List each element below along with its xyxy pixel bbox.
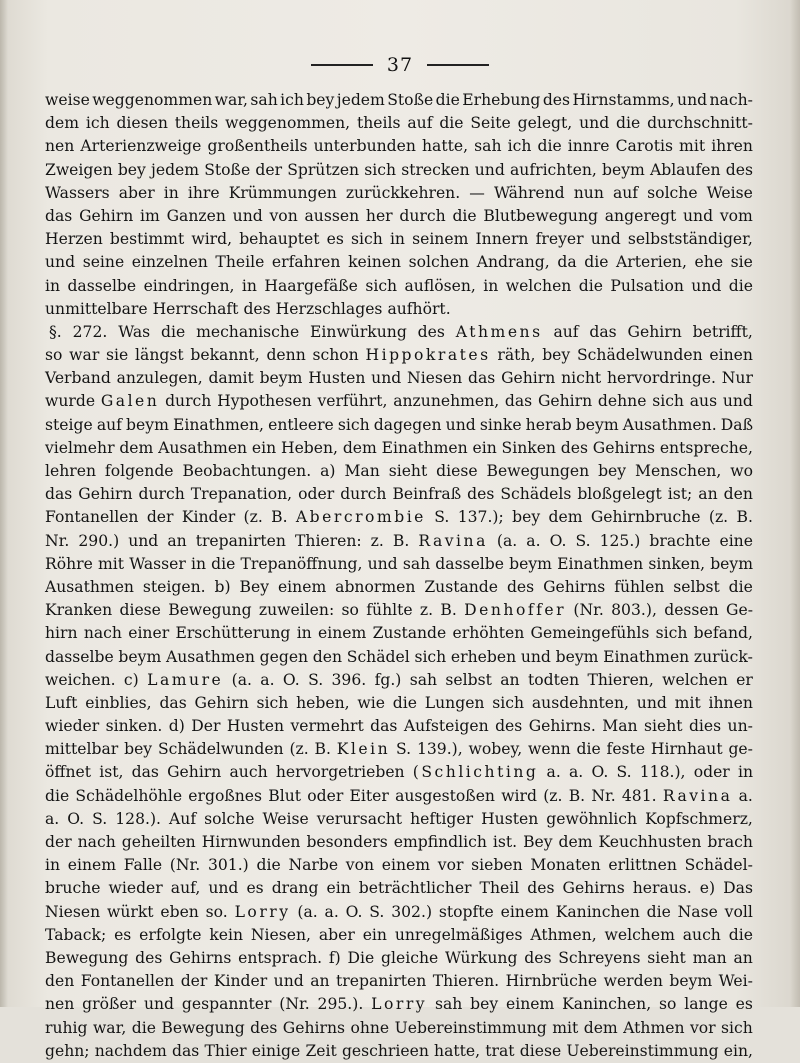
text-line: weise weggenommen war, sah ich bey jedem Stoße die Erhebung des Hirnstamms, und nach- — [45, 91, 753, 109]
text-line: Kranken diese Bewegung zuweilen: so fühlte z. B. Denhoffer (Nr. 803.), dessen Ge- — [45, 601, 753, 620]
text-line: und seine einzelnen Theile erfahren keinen solchen Andrang, da die Arterien, ehe sie — [45, 253, 753, 272]
text-line: Wassers aber in ihre Krümmungen zurückkehren. — Während nun auf solche Weise — [45, 183, 753, 202]
text-line: öffnet ist, das Gehirn auch hervorgetrieben (Schlichting a. a. O. S. 118.), oder in — [45, 763, 753, 782]
text-line: das Gehirn im Ganzen und von aussen her durch die Blutbewegung angeregt und vom — [45, 206, 753, 225]
text-line: das Gehirn durch Trepanation, oder durch Beinfraß des Schädels bloßgelegt ist; an den — [45, 485, 753, 504]
text-line: Röhre mit Wasser in die Trepanöffnung, und sah dasselbe beym Einathmen sinken, beym — [45, 554, 753, 573]
text-line: den Fontanellen der Kinder und an trepanirten Thieren. Hirnbrüche werden beym Wei- — [45, 972, 753, 991]
text-line: nen größer und gespannter (Nr. 295.). Lorry sah bey einem Kaninchen, so lange es — [45, 995, 753, 1014]
page-shadow-left — [0, 0, 8, 1007]
text-line: ruhig war, die Bewegung des Gehirns ohne Uebereinstimmung mit dem Athmen vor sich — [45, 1018, 753, 1037]
text-line: a. O. S. 128.). Auf solche Weise verursacht heftiger Husten gewöhnlich Kopfschmerz, — [45, 809, 753, 828]
text-line: wieder sinken. d) Der Husten vermehrt das Aufsteigen des Gehirns. Man sieht dies un- — [45, 717, 753, 736]
text-line: lehren folgende Beobachtungen. a) Man sieht diese Bewegungen bey Menschen, wo — [45, 462, 753, 480]
text-line: Ausathmen steigen. b) Bey einem abnormen Zustande des Gehirns fühlen selbst die — [45, 577, 753, 596]
text-line: so war sie längst bekannt, denn schon Hippokrates räth, bey Schädelwunden einen — [45, 346, 753, 365]
text-line: Niesen würkt eben so. Lorry (a. a. O. S. 302.) stopfte einem Kaninchen die Nase voll — [45, 902, 753, 921]
text-line: Nr. 290.) und an trepanirten Thieren: z. B. Ravina (a. a. O. S. 125.) brachte eine — [45, 531, 753, 550]
text-line: Verband anzulegen, damit beym Husten und Niesen das Gehirn nicht hervordringe. Nur — [45, 369, 753, 388]
text-line: §. 272. Was die mechanische Einwürkung des Athmens auf das Gehirn betrifft, — [49, 322, 753, 341]
text-line: die Schädelhöhle ergoßnes Blut oder Eiter ausgestoßen wird (z. B. Nr. 481. Ravina a. — [45, 786, 753, 805]
text-line: Herzen bestimmt wird, behauptet es sich in seinem Innern freyer und selbstständiger, — [45, 230, 753, 249]
text-line: in einem Falle (Nr. 301.) die Narbe von einem vor sieben Monaten erlittnen Schädel- — [45, 856, 753, 875]
text-line: gehn; nachdem das Thier einige Zeit geschrieen hatte, trat diese Uebereinstimmung ein, — [45, 1041, 753, 1060]
text-line: unmittelbare Herrschaft des Herzschlages aufhört. — [45, 299, 451, 318]
text-line: in dasselbe eindringen, in Haargefäße sich auflösen, in welchen die Pulsation und die — [45, 276, 753, 295]
text-line: Bewegung des Gehirns entsprach. f) Die gleiche Würkung des Schreyens sieht man an — [45, 948, 753, 967]
header-rule-right — [427, 64, 489, 66]
text-line: dasselbe beym Ausathmen gegen den Schädel sich erheben und beym Einathmen zurück- — [45, 647, 753, 666]
text-line: hirn nach einer Erschütterung in einem Zustande erhöhten Gemeingefühls sich befand, — [45, 624, 753, 643]
text-line: Zweigen bey jedem Stoße der Sprützen sich strecken und aufrichten, beym Ablaufen des — [45, 160, 753, 179]
page-body-text — [45, 89, 753, 1063]
page-number: 37 — [386, 54, 414, 76]
text-line: mittelbar bey Schädelwunden (z. B. Klein S. 139.), wobey, wenn die feste Hirnhaut ge- — [45, 740, 753, 759]
text-line: bruche wieder auf, und es drang ein beträchtlicher Theil des Gehirns heraus. e) Das — [45, 879, 753, 898]
page-shadow-right — [790, 0, 800, 1007]
text-line: dem ich diesen theils weggenommen, theils auf die Seite gelegt, und die durchschnitt- — [45, 114, 753, 133]
text-line: Taback; es erfolgte kein Niesen, aber ein unregelmäßiges Athmen, welchem auch die — [45, 925, 753, 944]
page-header — [0, 50, 800, 80]
text-line: nen Arterienzweige großentheils unterbunden hatte, sah ich die innre Carotis mit ihren — [45, 137, 753, 156]
text-line: wurde Galen durch Hypothesen verführt, anzunehmen, das Gehirn dehne sich aus und — [45, 392, 753, 411]
text-line: steige auf beym Einathmen, entleere sich dagegen und sinke herab beym Ausathmen. Daß — [45, 415, 753, 434]
text-line: Luft einblies, das Gehirn sich heben, wie die Lungen sich ausdehnten, und mit ihnen — [45, 693, 753, 712]
text-line: Fontanellen der Kinder (z. B. Abercrombie S. 137.); bey dem Gehirnbruche (z. B. — [45, 508, 753, 527]
text-line: weichen. c) Lamure (a. a. O. S. 396. fg.) sah selbst an todten Thieren, welchen er — [45, 670, 753, 689]
text-line: vielmehr dem Ausathmen ein Heben, dem Einathmen ein Sinken des Gehirns entspreche, — [45, 438, 753, 457]
text-line: der nach geheilten Hirnwunden besonders empfindlich ist. Bey dem Keuchhusten brach — [45, 833, 753, 851]
header-rule-left — [311, 64, 373, 66]
